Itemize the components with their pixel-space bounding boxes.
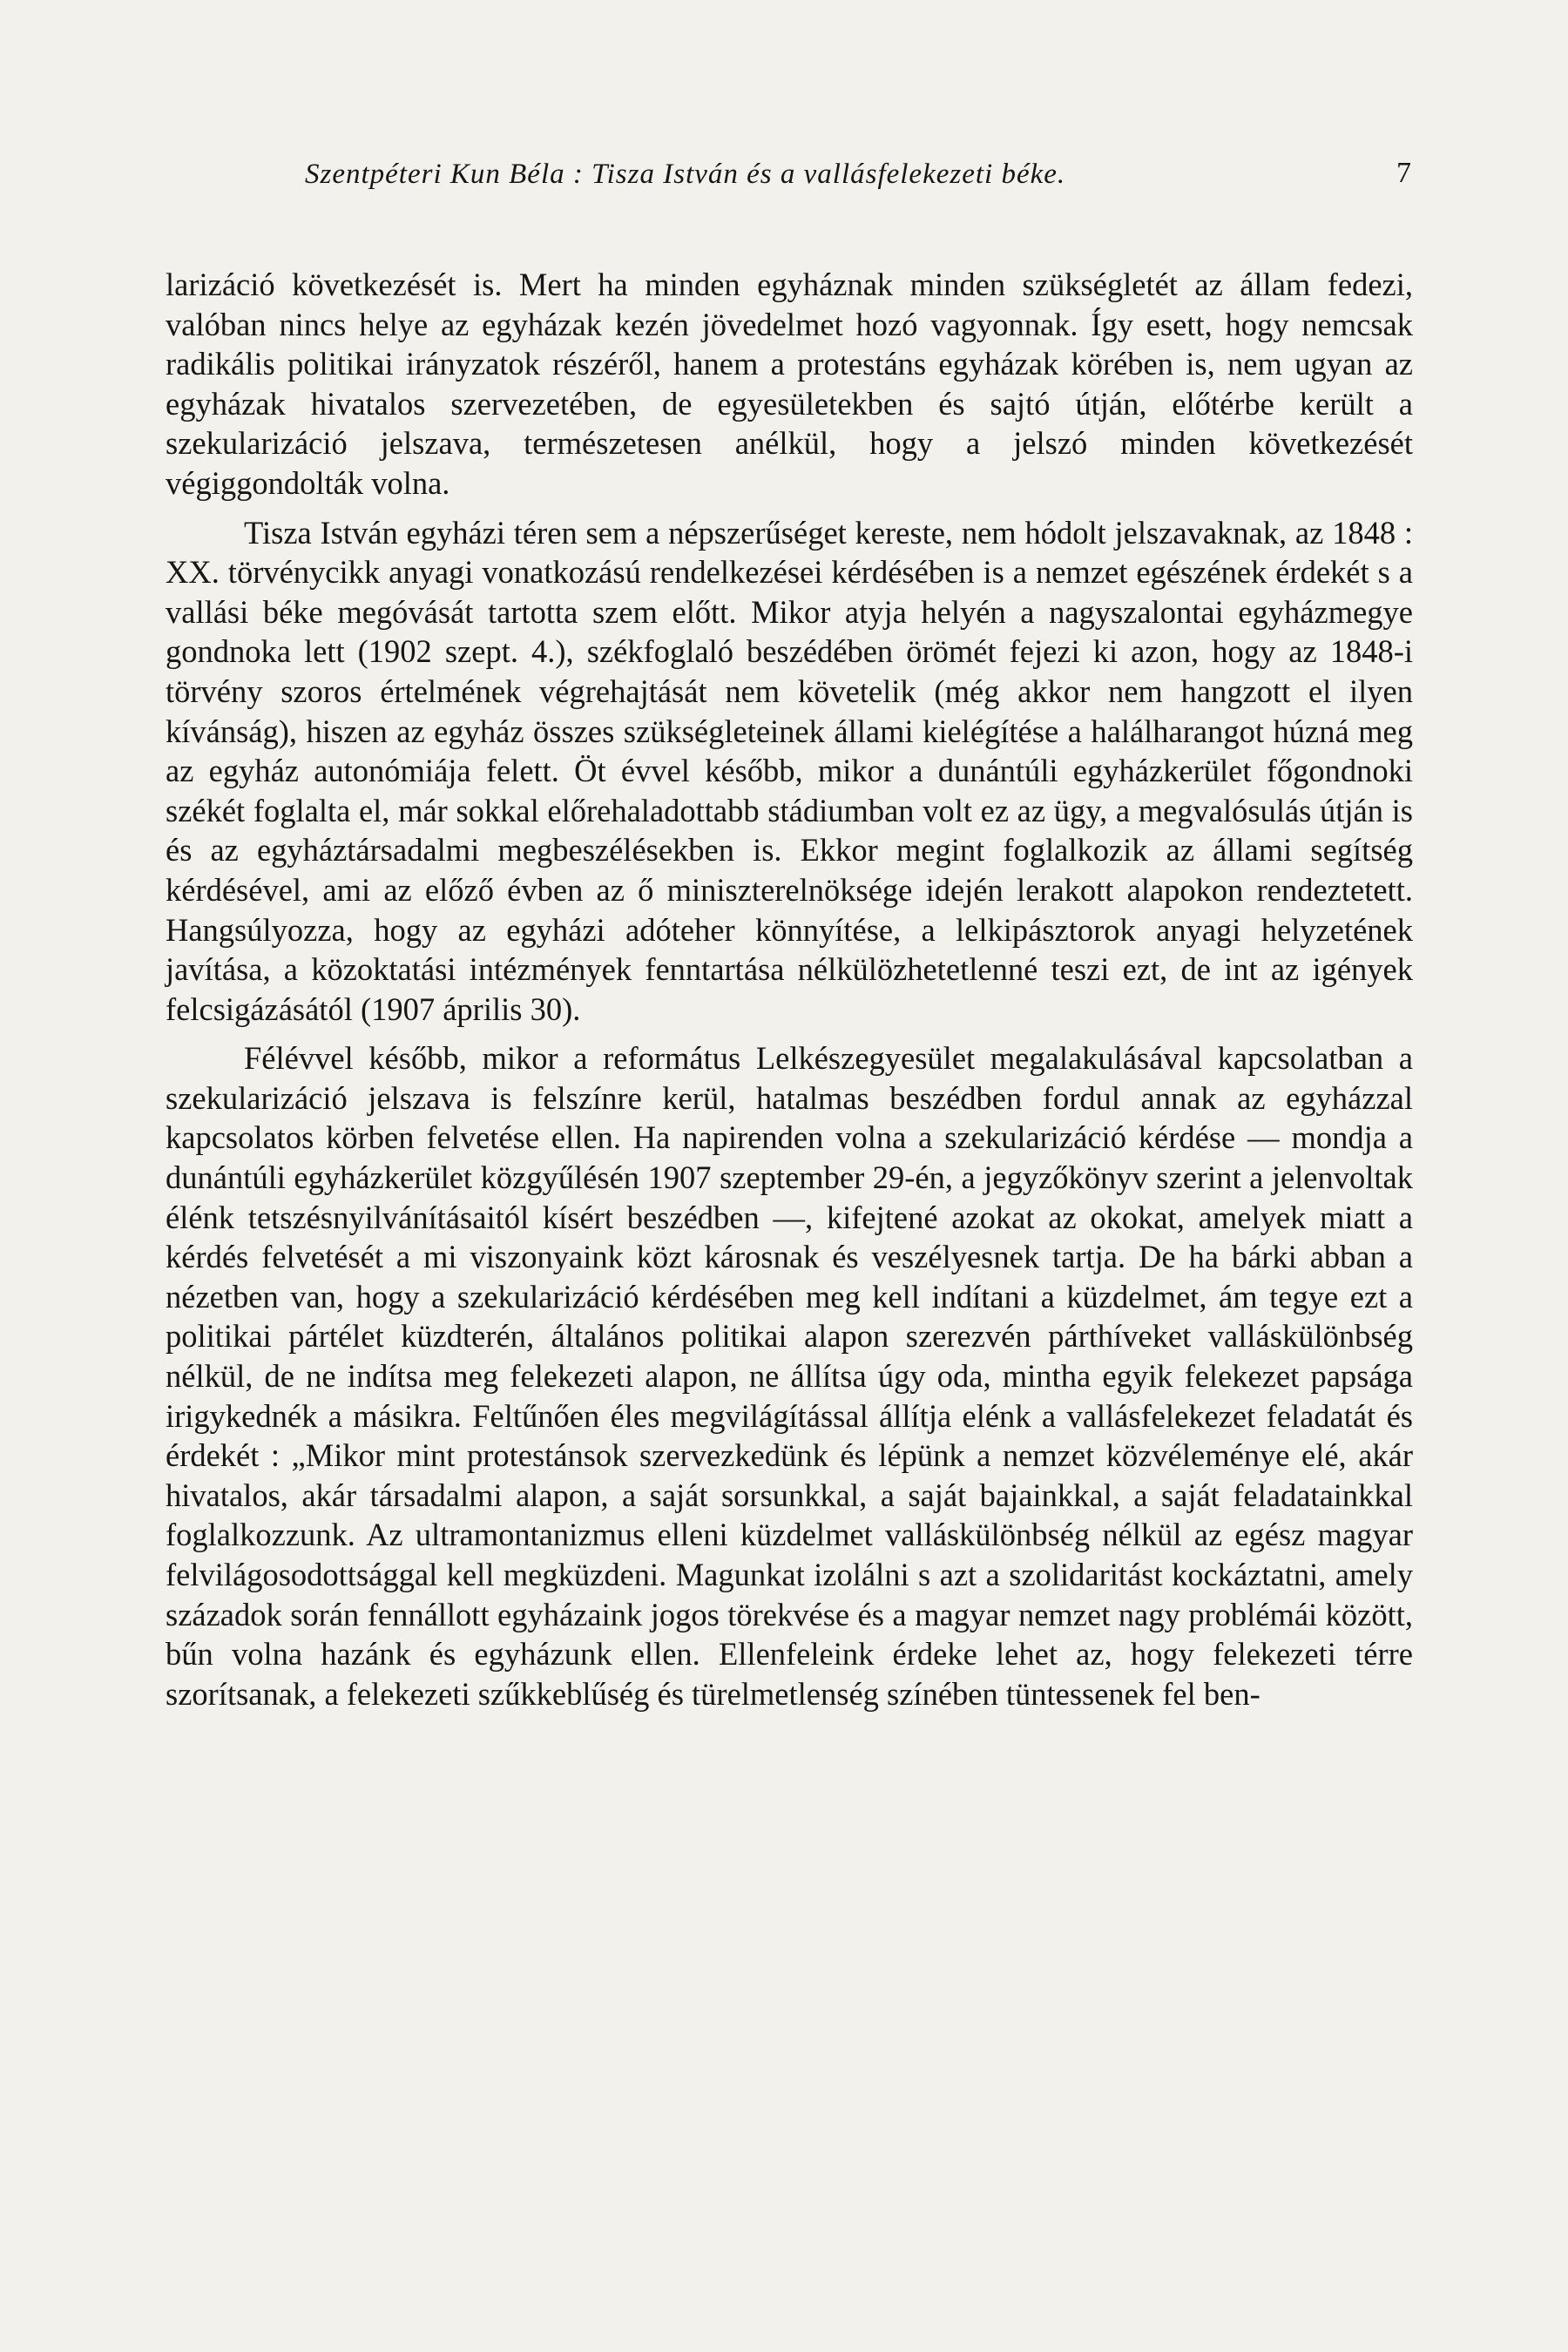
- page-number: 7: [1396, 157, 1411, 189]
- running-head: [166, 155, 1411, 199]
- body-text: [166, 265, 1413, 1723]
- running-title: Szentpéteri Kun Béla : Tisza István és a vallásfelekezeti béke.: [305, 159, 1066, 190]
- paragraph: Félévvel később, mikor a református Lelkészegyesület megalakulásával kapcsolatban a szekularizáció jelszava is felszínre kerül, hatalmas beszédben fordul annak az egyházzal kapcsolatos körben felvetése ellen. Ha napirenden volna a szekularizáció kérdése — mondja a dunántúli egyházkerület közgyűlésén 1907 szeptember 29-én, a jegyzőkönyv szerint a jelenvoltak élénk tetszésnyilvánításaitól kísért beszédben —, kifejtené azokat az okokat, amelyek miatt a kérdés felvetését a mi viszonyaink közt károsnak és veszélyesnek tartja. De ha bárki abban a nézetben van, hogy a szekularizáció kérdésében meg kell indítani a küzdelmet, ám tegye ezt a politikai pártélet küzdterén, általános politikai alapon szerezvén párthíveket valláskülönbség nélkül, de ne indítsa meg felekezeti alapon, ne állítsa úgy oda, mintha egyik felekezet papsága irigykednék a másikra. Feltűnően éles megvilágítással állítja elénk a vallásfelekezet feladatát és érdekét : „Mikor mint protestánsok szervezkedünk és lépünk a nemzet közvéleménye elé, akár hivatalos, akár társadalmi alapon, a saját sorsunkkal, a saját bajainkkal, a saját feladatainkkal foglalkozzunk. Az ultramontanizmus elleni küzdelmet valláskülönbség nélkül az egész magyar felvilágosodottsággal kell megküzdeni. Magunkat izolálni s azt a szolidaritást kockáztatni, amely századok során fennállott egyházaink jogos törekvése és a magyar nemzet nagy problémái között, bűn volna hazánk és egyházunk ellen. Ellenfeleink érdeke lehet az, hogy felekezeti térre szorítsanak, a felekezeti szűkkeblűség és türelmetlenség színében tüntessenek fel ben-: [166, 1040, 1413, 1712]
- paragraph: larizáció következését is. Mert ha minden egyháznak minden szükségletét az állam fedezi, valóban nincs helye az egyházak kezén jövedelmet hozó vagyonnak. Így esett, hogy nemcsak radikális politikai irányzatok részéről, hanem a protestáns egyházak körében is, nem ugyan az egyházak hivatalos szervezetében, de egyesületekben és sajtó útján, előtérbe került a szekularizáció jelszava, természetesen anélkül, hogy a jelszó minden következését végiggondolták volna.: [166, 267, 1413, 501]
- paragraph: Tisza István egyházi téren sem a népszerűséget kereste, nem hódolt jelszavaknak, az 1848 : XX. törvénycikk anyagi vonatkozású rendelkezései kérdésében is a nemzet egészének érdekét s a vallási béke megóvását tartotta szem előtt. Mikor atyja helyén a nagyszalontai egyházmegye gondnoka lett (1902 szept. 4.), székfoglaló beszédében örömét fejezi ki azon, hogy az 1848-i törvény szoros értelmének végrehajtását nem követelik (még akkor nem hangzott el ilyen kívánság), hiszen az egyház összes szükségleteinek állami kielégítése a halálharangot húzná meg az egyház autonómiája felett. Öt évvel később, mikor a dunántúli egyházkerület főgondnoki székét foglalta el, már sokkal előrehaladottabb stádiumban volt ez az ügy, a megvalósulás útján is és az egyháztársadalmi megbeszélésekben is. Ekkor megint foglalkozik az állami segítség kérdésével, ami az előző évben az ő miniszterelnöksége idején lerakott alapokon rendeztetett. Hangsúlyozza, hogy az egyházi adóteher könnyítése, a lelkipásztorok anyagi helyzetének javítása, a közoktatási intézmények fenntartása nélkülözhetetlenné teszi ezt, de int az igények felcsigázásától (1907 április 30).: [166, 514, 1413, 1027]
